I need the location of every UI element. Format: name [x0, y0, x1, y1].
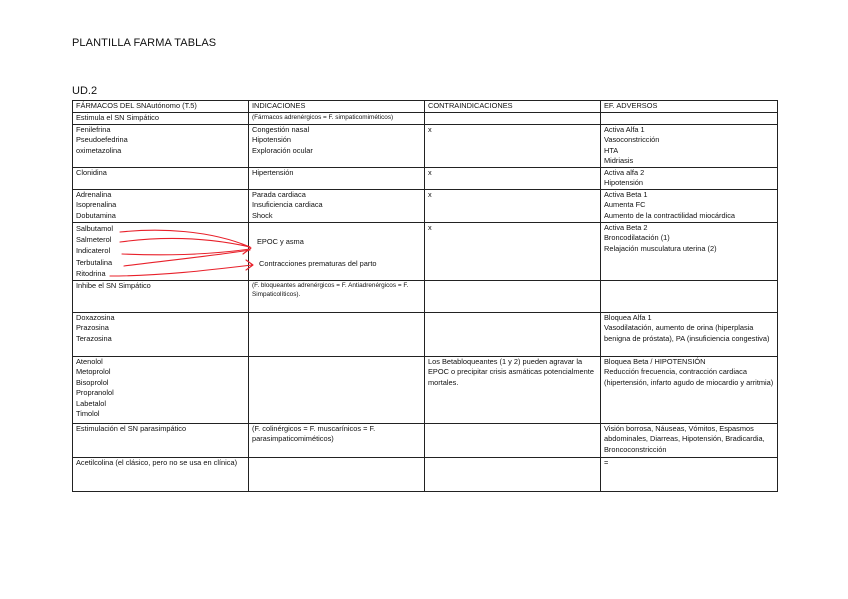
drug-name: Prazosina [76, 323, 109, 333]
adverse-cell [601, 124, 778, 167]
table-row-acetilcolina [73, 457, 778, 491]
contra-cell: x [425, 124, 601, 167]
drug-name: Fenilefrina [76, 124, 111, 134]
contra-cell: Los Betabloqueantes (1 y 2) pueden agravar la EPOC o precipitar crisis asmáticas potencialmente mortales. [425, 356, 601, 423]
drug-name: Atenolol [76, 356, 103, 366]
indications-cell [249, 312, 425, 356]
adverse-effect: Broncodilatación (1) [604, 233, 670, 242]
adverse-effect: Activa Beta 1 [604, 189, 648, 199]
adverse-effect: Bloquea Alfa 1 Vasodilatación, aumento de orina (hiperplasia benigna de próstata), PA (insuficiencia congestiva) [604, 312, 770, 343]
indications-cell [249, 167, 425, 189]
adverse-effect: Activa alfa 2 [604, 167, 645, 177]
adverse-effect: Activa Beta 2 [604, 222, 648, 232]
adverse-effect: Activa Alfa 1 [604, 124, 645, 134]
drug-name: Isoprenalina [76, 200, 117, 209]
adverse-cell [601, 457, 778, 491]
header-contraindicaciones: CONTRAINDICACIONES [425, 101, 601, 113]
drugs-cell [73, 457, 249, 491]
drug-name: oximetazolina [76, 145, 122, 155]
adverse-effect: Bloquea Beta / HIPOTENSIÓN Reducción frecuencia, contracción cardiaca (hipertensión, infarto agudo de miocardio y arritmia) [604, 356, 774, 387]
annotation-epoc: EPOC y asma [257, 237, 304, 246]
drug-name: Acetilcolina (el clásico, pero no se usa en clínica) [76, 457, 238, 467]
indication: Exploración ocular [252, 145, 313, 155]
indication: Shock [252, 210, 273, 220]
contra-cell [425, 457, 601, 491]
indication: Congestión nasal [252, 124, 310, 134]
adverse-cell [601, 222, 778, 280]
drug-name: Labetalol [76, 398, 106, 408]
header-row [73, 101, 778, 113]
adverse-cell [601, 312, 778, 356]
drug-name: Terbutalina [76, 257, 113, 267]
section-label: Estimulación el SN parasimpático [73, 423, 249, 457]
adverse-effect: Visión borrosa, Náuseas, Vómitos, Espasmos abdominales, Diarreas, Hipotensión, Bradicardia, Broncoconstricción [604, 423, 765, 454]
indications-cell [249, 189, 425, 222]
section-row-inhibe [73, 280, 778, 312]
drug-name: Propranolol [76, 388, 114, 398]
annotation-parto: Contracciones prematuras del parto [259, 259, 377, 268]
section-row-parasimpatico [73, 423, 778, 457]
indications-cell [249, 222, 425, 280]
table-row-betabloqueantes [73, 356, 778, 423]
header-farmacos: FÁRMACOS DEL SNAutónomo (T.5) [73, 101, 249, 113]
section-note: (F. bloqueantes adrenérgicos = F. Antiadrenérgicos = F. Simpaticolíticos). [249, 280, 425, 312]
drug-name: Indicaterol [76, 246, 111, 256]
section-note: (Fármacos adrenérgicos = F. simpaticomiméticos) [249, 113, 425, 125]
adverse-cell [601, 167, 778, 189]
drug-name: Dobutamina [76, 210, 116, 220]
drug-name: Clonidina [76, 167, 107, 177]
drugs-cell [73, 312, 249, 356]
drug-name: Timolol [76, 409, 100, 419]
drug-name: Salbutamol [76, 223, 113, 233]
adverse-cell [601, 356, 778, 423]
drug-name: Ritodrina [76, 269, 106, 279]
contra-cell: x [425, 167, 601, 189]
contra-cell: x [425, 189, 601, 222]
section-label: Estimula el SN Simpático [73, 113, 249, 125]
drug-name: Doxazosina [76, 312, 115, 322]
unit-heading: UD.2 [72, 85, 98, 97]
adverse-effect: Aumento de la contractilidad miocárdica [604, 210, 736, 220]
table-row-beta1 [73, 189, 778, 222]
adverse-cell [601, 423, 778, 457]
section-note: (F. colinérgicos = F. muscarínicos = F. parasimpaticomiméticos) [249, 423, 425, 457]
indication: Hipertensión [252, 167, 294, 177]
drug-name: Bisoprolol [76, 377, 109, 387]
indications-cell [249, 356, 425, 423]
adverse-effect: HTA [604, 145, 619, 155]
indications-cell [249, 457, 425, 491]
drugs-cell [73, 356, 249, 423]
contra-cell [425, 312, 601, 356]
adverse-effect: Relajación musculatura uterina (2) [604, 243, 717, 253]
adverse-effect: Vasoconstricción [604, 135, 660, 144]
section-row-simpatico [73, 113, 778, 125]
indication: Insuficiencia cardiaca [252, 200, 323, 209]
header-efectos-adversos: EF. ADVERSOS [601, 101, 778, 113]
indications-cell [249, 124, 425, 167]
drug-name: Pseudoefedrina [76, 135, 128, 144]
adverse-effect: Aumenta FC [604, 200, 646, 209]
drugs-cell [73, 167, 249, 189]
table-row-alfa1-bloqueantes [73, 312, 778, 356]
drug-name: Terazosina [76, 333, 112, 343]
drug-name: Salmeterol [76, 234, 112, 244]
table-row-alfa2 [73, 167, 778, 189]
adverse-effect: Hipotensión [604, 178, 644, 187]
adverse-effect: = [604, 457, 609, 467]
header-indicaciones: INDICACIONES [249, 101, 425, 113]
drug-name: Metoprolol [76, 367, 111, 377]
indication: Hipotensión [252, 135, 292, 144]
drugs-cell [73, 124, 249, 167]
table-row-alfa1 [73, 124, 778, 167]
section-label: Inhibe el SN Simpático [73, 280, 249, 312]
pharmacology-table [72, 100, 778, 492]
drugs-cell [73, 189, 249, 222]
contra-cell: x [425, 222, 601, 280]
drugs-cell [73, 222, 249, 280]
contra-cell [425, 423, 601, 457]
table-row-beta2 [73, 222, 778, 280]
indication: Parada cardiaca [252, 189, 306, 199]
drug-name: Adrenalina [76, 189, 112, 199]
document-title: PLANTILLA FARMA TABLAS [72, 37, 217, 49]
adverse-cell [601, 189, 778, 222]
adverse-effect: Midriasis [604, 156, 634, 165]
